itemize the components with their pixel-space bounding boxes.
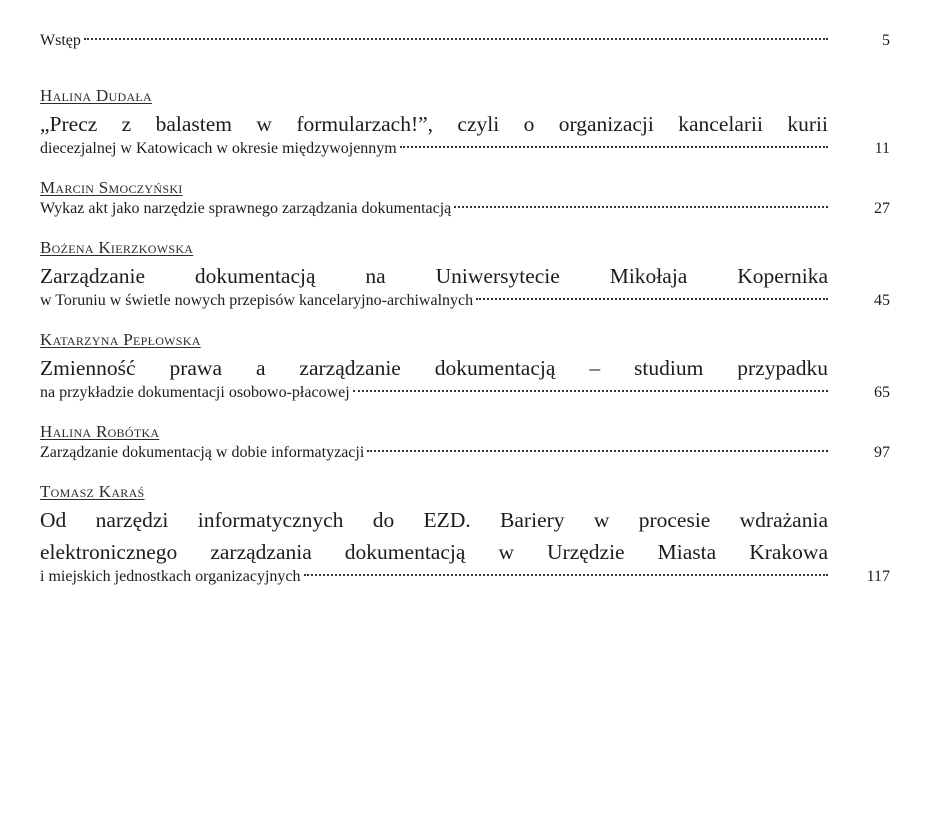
dot-leader [353, 390, 828, 392]
dot-leader [367, 450, 828, 452]
toc-line [40, 140, 890, 158]
entry-title: na przykładzie dokumentacji osobowo-płacowej [40, 384, 350, 401]
entry-title: w Toruniu w świetle nowych przepisów kancelaryjno-archiwalnych [40, 292, 474, 309]
toc-line [40, 384, 890, 402]
dot-leader [476, 298, 828, 300]
dot-leader [400, 146, 828, 148]
entry-author: Halina Robótka [40, 422, 160, 441]
entry-title-line: „Precz z balastem w formularzach!”, czyli o organizacji kancelarii kurii [40, 112, 828, 136]
entry-title-line: Zmienność prawa a zarządzanie dokumentacją – studium przypadku [40, 356, 828, 380]
entry-title: Zarządzanie dokumentacją w dobie informatyzacji [40, 444, 365, 461]
toc-entry [40, 420, 890, 462]
toc-entry [40, 84, 890, 158]
toc-line [40, 200, 890, 218]
toc-line [40, 292, 890, 310]
entry-title-line: Od narzędzi informatycznych do EZD. Bariery w procesie wdrażania [40, 508, 828, 532]
toc-entry [40, 480, 890, 586]
entry-title-line: elektronicznego zarządzania dokumentacją w Urzędzie Miasta Krakowa [40, 540, 828, 564]
toc-line [40, 32, 890, 50]
toc-entry-introduction [40, 32, 890, 50]
toc-entry [40, 328, 890, 402]
table-of-contents [40, 32, 890, 604]
toc-line [40, 568, 890, 586]
page-number: 65 [874, 384, 890, 401]
page-number: 27 [874, 200, 890, 217]
entry-author: Katarzyna Pepłowska [40, 330, 201, 349]
page-number: 45 [874, 292, 890, 309]
toc-entry [40, 176, 890, 218]
entry-author: Tomasz Karaś [40, 482, 145, 501]
entry-author: Marcin Smoczyński [40, 178, 183, 197]
entry-title: Wstęp [40, 32, 81, 49]
dot-leader [454, 206, 828, 208]
entry-author: Halina Dudała [40, 86, 153, 105]
page-number: 97 [874, 444, 890, 461]
entry-title: i miejskich jednostkach organizacyjnych [40, 568, 301, 585]
page-number: 5 [882, 32, 890, 49]
dot-leader [304, 574, 828, 576]
toc-entry [40, 236, 890, 310]
dot-leader [84, 38, 828, 40]
entry-title-line: Zarządzanie dokumentacją na Uniwersytecie Mikołaja Kopernika [40, 264, 828, 288]
toc-line [40, 444, 890, 462]
entry-author: Bożena Kierzkowska [40, 238, 194, 257]
page-number: 11 [874, 140, 890, 157]
entry-title: diecezjalnej w Katowicach w okresie międzywojennym [40, 140, 397, 157]
page-number: 117 [866, 568, 890, 585]
entry-title: Wykaz akt jako narzędzie sprawnego zarządzania dokumentacją [40, 200, 452, 217]
